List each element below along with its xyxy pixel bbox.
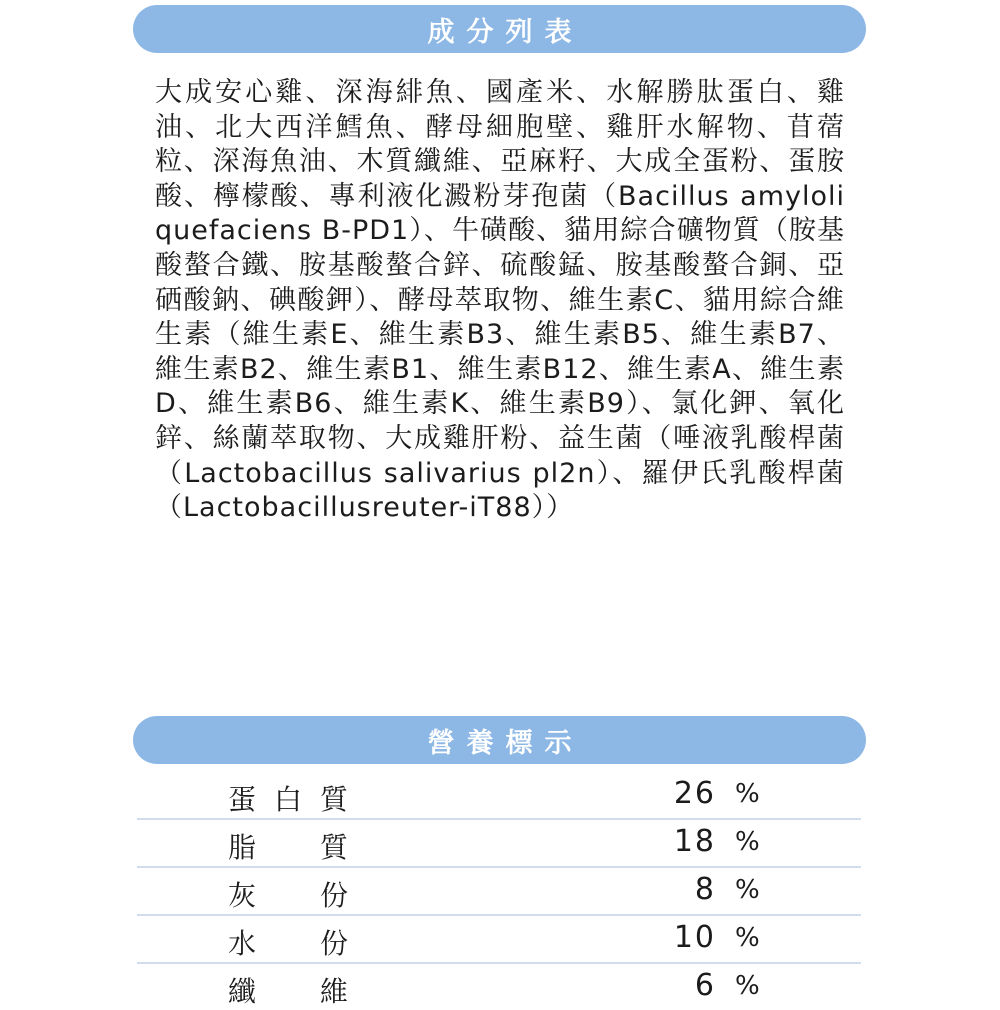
nutrient-name-char: 水 [228,927,257,960]
nutrient-name [228,778,348,818]
nutrient-name-char: 纖 [228,975,257,1008]
nutrient-unit: % [735,875,760,905]
nutrition-header [133,716,866,764]
nutrient-name-char: 維 [319,975,348,1008]
nutrient-name-char: 份 [319,879,348,912]
nutrient-name [228,970,348,1010]
nutrient-name-char: 質 [319,831,348,864]
nutrition-row-protein [137,772,861,820]
nutrient-unit: % [735,779,760,809]
ingredients-title: 成分列表 [427,16,584,48]
nutrition-row-fat [137,820,861,868]
nutrient-name [228,874,348,914]
nutrient-name-char: 灰 [228,879,257,912]
nutrition-title: 營養標示 [427,727,584,759]
nutrition-row-ash [137,868,861,916]
nutrient-name-char: 蛋 [228,783,257,816]
nutrient-name-char: 脂 [228,831,257,864]
ingredients-text: 大成安心雞、深海緋魚、國產米、水解勝肽蛋白、雞油、北大西洋鱈魚、酵母細胞壁、雞肝水解物、苜蓿粒、深海魚油、木質纖維、亞麻籽、大成全蛋粉、蛋胺酸、檸檬酸、專利液化澱粉芽孢菌（Bacillus amyloliquefaciens B-PD1）、牛磺酸、貓用綜合礦物質（胺基酸螯合鐵、胺基酸螯合鋅、硫酸錳、胺基酸螯合銅、亞硒酸鈉、碘酸鉀）、酵母萃取物、維生素C、貓用綜合維生素（維生素E、維生素B3、維生素B5、維生素B7、維生素B2、維生素B1、維生素B12、維生素A、維生素D、維生素B6、維生素K、維生素B9）、氯化鉀、氧化鋅、絲蘭萃取物、大成雞肝粉、益生菌（唾液乳酸桿菌（Lactobacillus salivarius pl2n）、羅伊氏乳酸桿菌（Lactobacillusreuter-iT88）） [155,77,845,524]
nutrition-table [137,772,861,1010]
nutrition-row-fiber [137,964,861,1010]
nutrient-value: 18 [673,824,716,859]
nutrient-name-char: 白 [273,783,302,816]
nutrient-name [228,826,348,866]
nutrient-unit: % [735,827,760,857]
nutrient-unit: % [735,923,760,953]
nutrient-value: 10 [673,920,716,955]
nutrient-name [228,922,348,962]
ingredients-header [133,5,866,53]
nutrient-name-char: 質 [319,783,348,816]
nutrient-unit: % [735,971,760,1001]
nutrient-value: 26 [673,776,716,811]
nutrient-value: 8 [694,872,716,907]
nutrient-name-char: 份 [319,927,348,960]
nutrition-row-moisture [137,916,861,964]
nutrient-value: 6 [694,968,716,1003]
